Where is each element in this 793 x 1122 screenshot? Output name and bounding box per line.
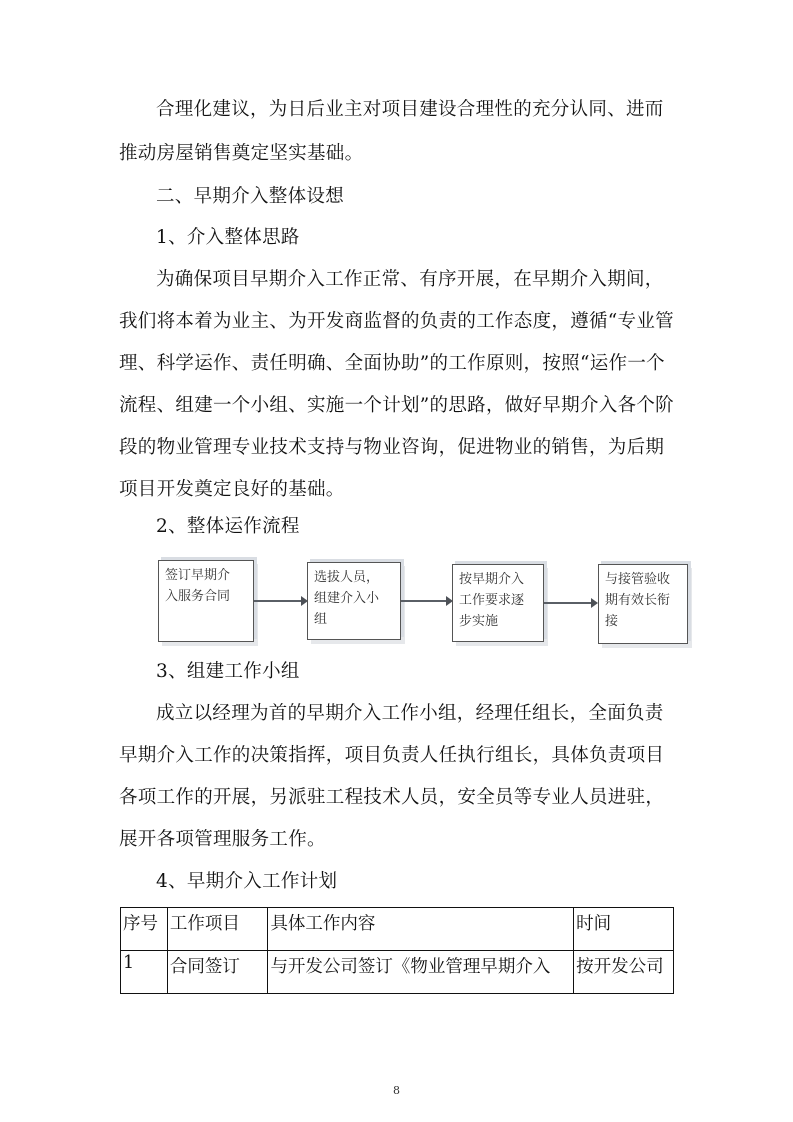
flow-step-text: 接 [605,614,619,629]
flow-step-text: 组 [314,612,328,627]
flow-step-implement [452,564,544,642]
table-header-cell: 时间 [574,908,674,951]
flow-step-text: 按早期介入 [459,572,525,587]
work-plan-table [120,907,674,994]
paragraph-line: 各项工作的开展，另派驻工程技术人员，安全员等专业人员进驻， [119,787,665,808]
paragraph-line: 项目开发奠定良好的基础。 [119,479,345,500]
flow-step-text: 签订早期介 [165,568,231,583]
paragraph-line: 推动房屋销售奠定坚实基础。 [119,143,364,164]
subsection-heading: 4、早期介入工作计划 [156,871,338,892]
table-cell: 1 [121,951,168,994]
paragraph-line: 展开各项管理服务工作。 [119,829,326,850]
table-header-cell: 具体工作内容 [268,908,574,951]
table-cell: 合同签订 [167,951,268,994]
arrow-right-icon [544,602,596,604]
flow-step-text: 工作要求逐 [459,593,525,608]
table-header-row [121,908,674,951]
paragraph-line: 我们将本着为业主、为开发商监督的负责的工作态度，遵循“专业管 [119,311,674,332]
subsection-heading: 2、整体运作流程 [156,516,300,537]
table-row [121,951,674,994]
flow-step-text: 期有效长衔 [605,593,671,608]
table-header-cell: 序号 [121,908,168,951]
subsection-heading: 3、组建工作小组 [156,661,300,682]
section-heading: 二、早期介入整体设想 [156,186,345,207]
flow-step-text: 与接管验收 [605,572,671,587]
flow-step-text: 选拔人员， [314,570,380,585]
paragraph-line: 为确保项目早期介入工作正常、有序开展，在早期介入期间， [156,269,664,290]
subsection-heading: 1、介入整体思路 [156,227,300,248]
paragraph-line: 合理化建议，为日后业主对项目建设合理性的充分认同、进而 [156,99,664,120]
arrow-right-icon [401,600,451,602]
paragraph-line: 流程、组建一个小组、实施一个计划”的思路，做好早期介入各个阶 [119,395,674,416]
paragraph-line: 早期介入工作的决策指挥，项目负责人任执行组长，具体负责项目 [119,745,665,766]
table-cell: 与开发公司签订《物业管理早期介入 [268,951,574,994]
workflow-flowchart [146,550,696,650]
page-number: 8 [393,1084,400,1097]
arrow-right-icon [254,600,306,602]
flow-step-sign-contract [158,560,254,642]
flow-step-handover [598,564,688,644]
paragraph-line: 理、科学运作、责任明确、全面协助”的工作原则，按照“运作一个 [119,353,665,374]
table-cell: 按开发公司 [574,951,674,994]
flow-step-text: 入服务合同 [165,589,231,604]
flow-step-text: 步实施 [459,614,499,629]
flow-step-text: 组建介入小 [314,591,380,606]
paragraph-line: 成立以经理为首的早期介入工作小组，经理任组长，全面负责 [156,703,664,724]
flow-step-form-team [307,562,401,640]
paragraph-line: 段的物业管理专业技术支持与物业咨询，促进物业的销售，为后期 [119,437,665,458]
table-header-cell: 工作项目 [167,908,268,951]
